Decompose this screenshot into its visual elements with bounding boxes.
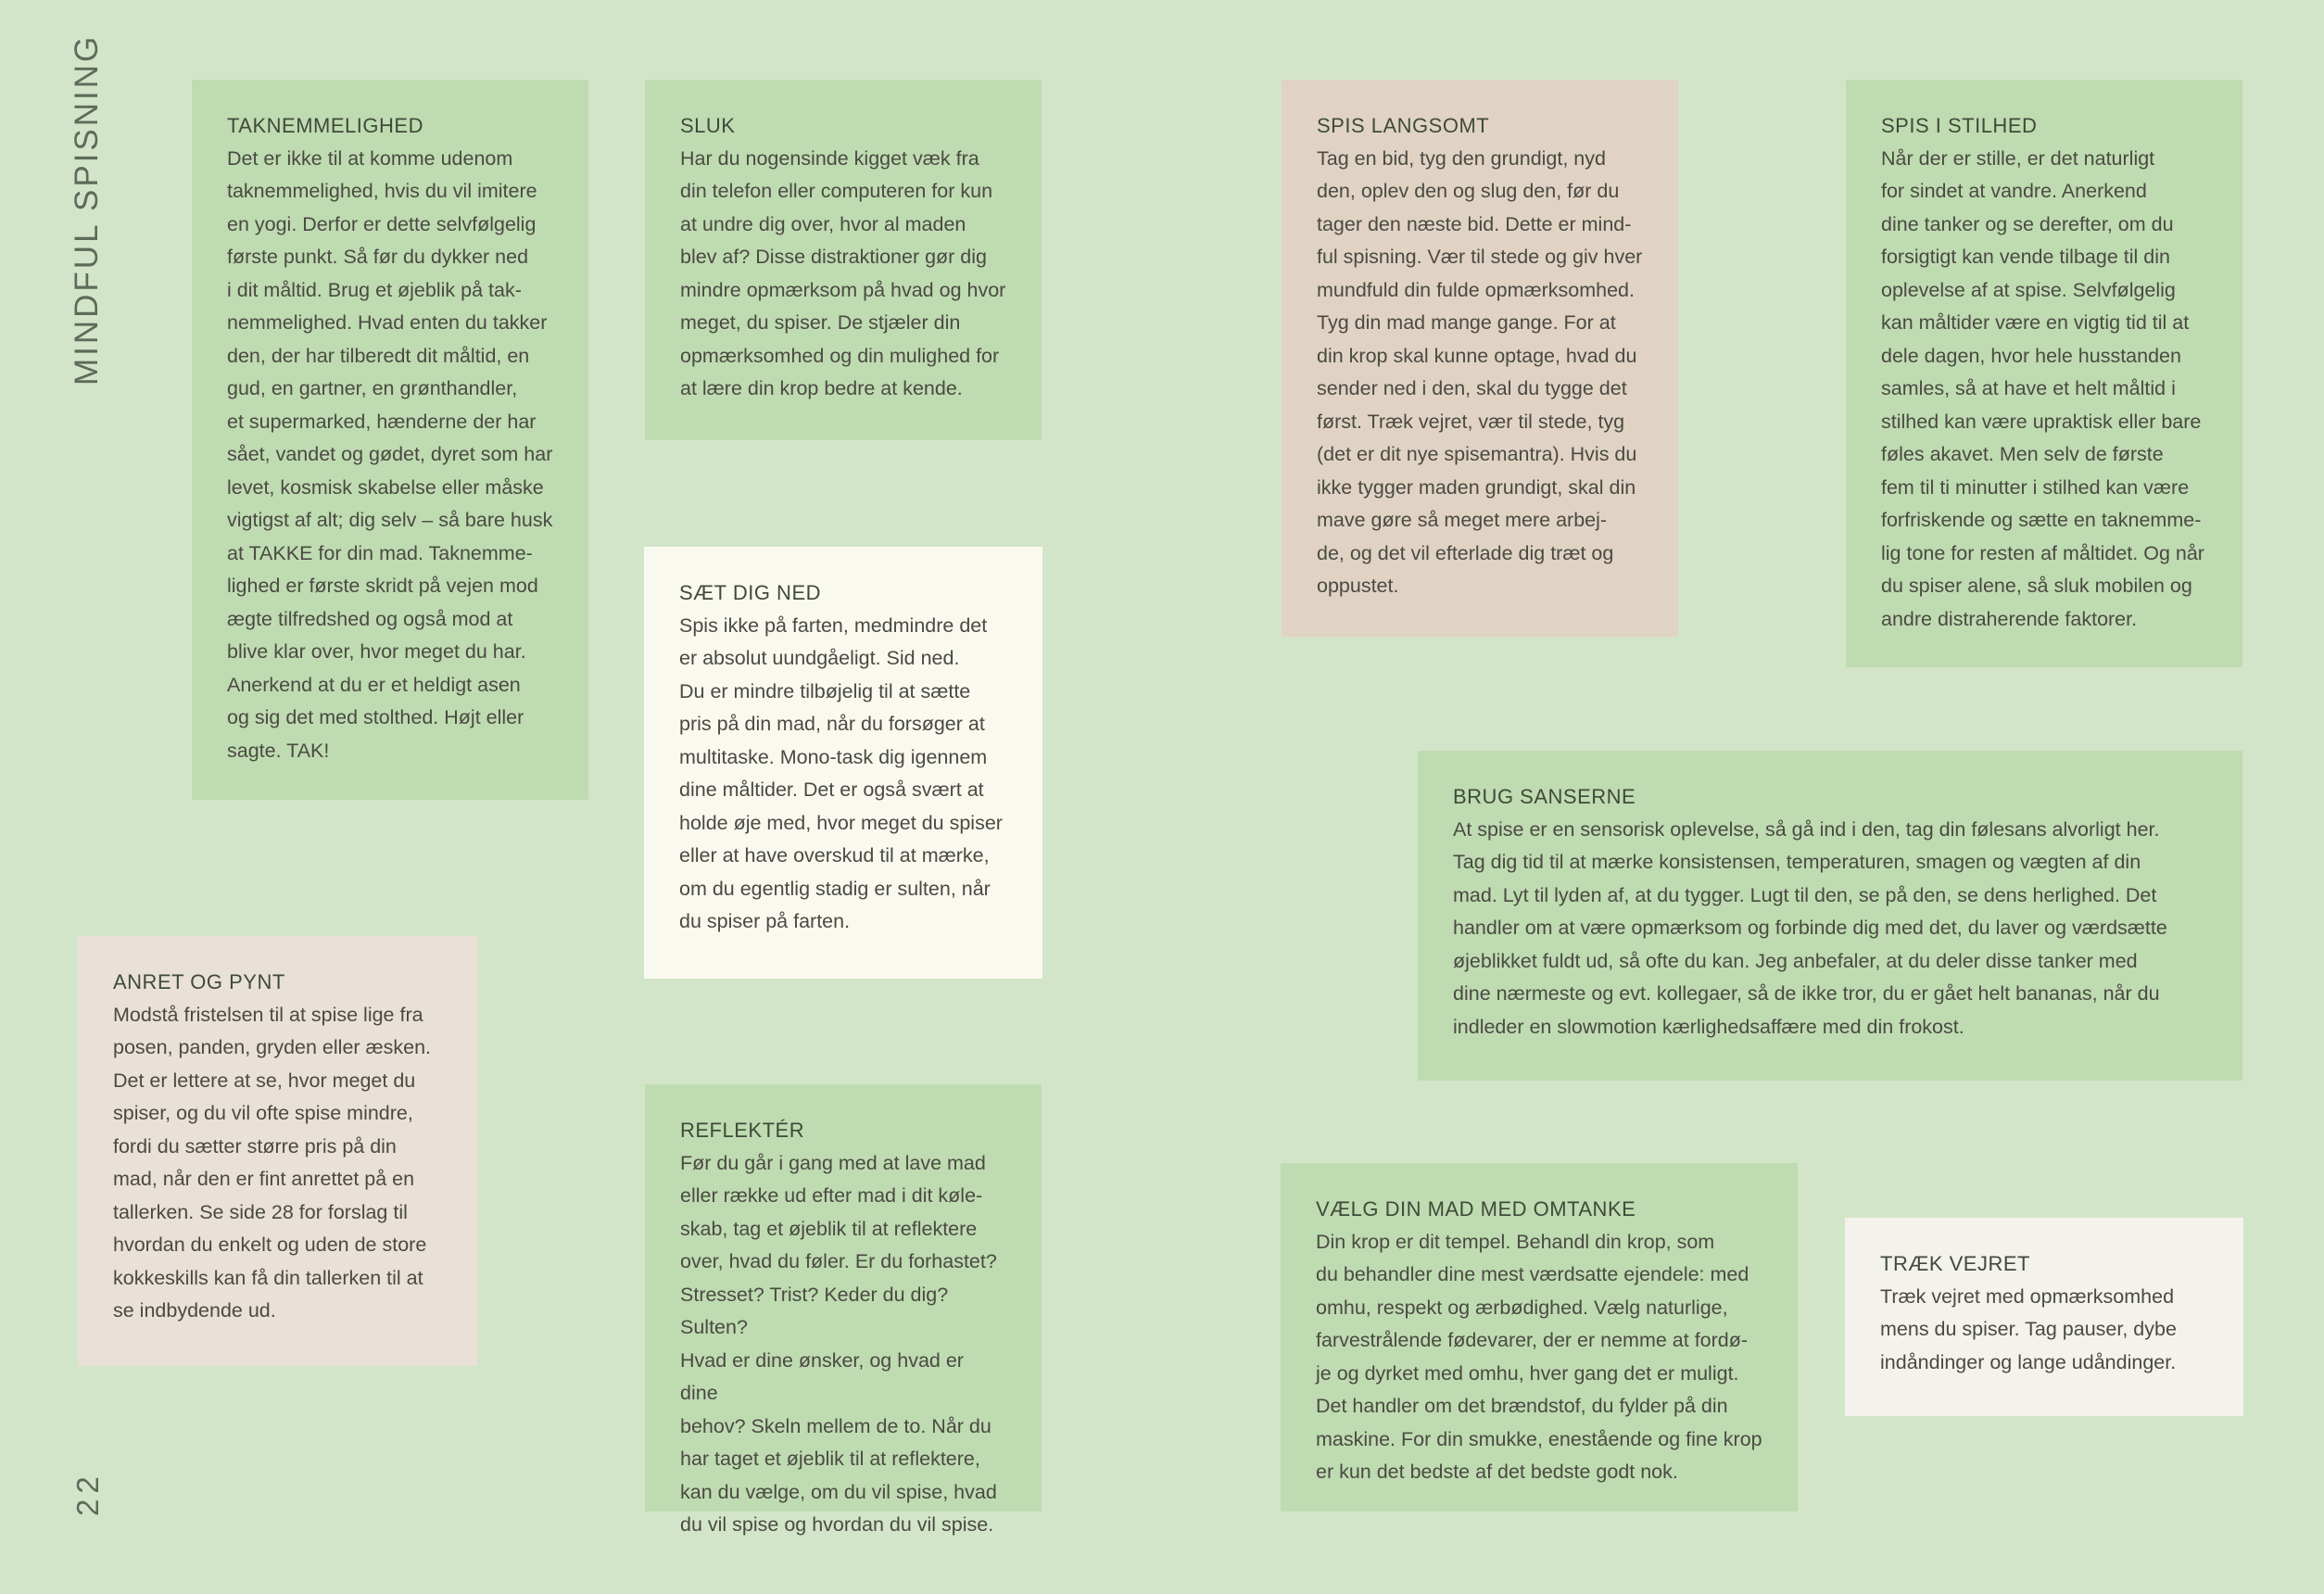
card-title: TRÆK VEJRET bbox=[1880, 1252, 2030, 1275]
card-body: At spise er en sensorisk oplevelse, så gå ind i den, tag din følesans alvorligt her. Tag dig tid til at mærke konsistensen, temperaturen, smagen og vægten af din mad. Lyt til lyden af, at du tygger. Lugt til den, se på den, se dens herlighed. Det handler om at være opmærksom og forbinde dig med det, du laver og værdsætte øjeblikket fuldt ud, så ofte du kan. Jeg anbefaler, at du deler disse tanker med dine nærmeste og evt. kollegaer, så de ikke tror, du er gået helt bananas, når du indleder en slowmotion kærlighedsaffære med din frokost. bbox=[1453, 817, 2167, 1038]
card-traek-vejret bbox=[1845, 1218, 2243, 1416]
card-body: Når der er stille, er det naturligt for sindet at vandre. Anerkend dine tanker og se derefter, om du forsigtigt kan vende tilbage til din oplevelse af at spise. Selvfølgelig kan måltider være en vigtig tid til at dele dagen, hvor hele husstanden samles, så at have et helt måltid i stilhed kan være upraktisk eller bare føles akavet. Men selv de første fem til ti minutter i stilhed kan være forfriskende og sætte en taknemme- lig tone for resten af måltidet. Og når du spiser alene, så sluk mobilen og andre distraherende faktorer. bbox=[1881, 146, 2204, 630]
card-body: Træk vejret med opmærksomhed mens du spiser. Tag pauser, dybe indåndinger og lange udåndinger. bbox=[1880, 1284, 2177, 1373]
card-vaelg-din-mad bbox=[1281, 1163, 1798, 1512]
card-title: SLUK bbox=[680, 114, 736, 137]
card-title: VÆLG DIN MAD MED OMTANKE bbox=[1316, 1197, 1636, 1221]
card-sluk bbox=[645, 80, 1042, 440]
card-anret-og-pynt bbox=[78, 936, 477, 1366]
card-title: BRUG SANSERNE bbox=[1453, 785, 1636, 808]
card-title: REFLEKTÉR bbox=[680, 1119, 805, 1142]
card-body: Det er ikke til at komme udenom taknemmelighed, hvis du vil imitere en yogi. Derfor er dette selvfølgelig første punkt. Så før du dykker ned i dit måltid. Brug et øjeblik på tak- nemmelighed. Hvad enten du takker den, der har tilberedt dit måltid, en gud, en gartner, en grønthandler, et supermarked, hænderne der har sået, vandet og gødet, dyret som har levet, kosmisk skabelse eller måske vigtigst af alt; dig selv – så bare husk at TAKKE for din mad. Taknemme- lighed er første skridt på vejen mod ægte tilfredshed og også mod at blive klar over, hvor meget du har. Anerkend at du er et heldigt asen og sig det med stolthed. Højt eller sagte. TAK! bbox=[227, 146, 553, 762]
card-body: Tag en bid, tyg den grundigt, nyd den, oplev den og slug den, før du tager den næste bid. Dette er mind- ful spisning. Vær til stede og giv hver mundfuld din fulde opmærksomhed. Tyg din mad mange gange. For at din krop skal kunne optage, hvad du sender ned i den, skal du tygge det først. Træk vejret, vær til stede, tyg (det er dit nye spisemantra). Hvis du ikke tygger maden grundigt, skal din mave gøre så meget mere arbej- de, og det vil efterlade dig træt og oppustet. bbox=[1317, 146, 1643, 597]
card-body: Din krop er dit tempel. Behandl din krop, som du behandler dine mest værdsatte ejendele: med omhu, respekt og ærbødighed. Vælg naturlige, farvestrålende fødevarer, der er nemme at fordø- je og dyrket med omhu, hver gang det er muligt. Det handler om det brændstof, du fylder på din maskine. For din smukke, enestående og fine krop er kun det bedste af det bedste godt nok. bbox=[1316, 1230, 1762, 1483]
card-spis-langsomt bbox=[1282, 80, 1678, 637]
card-body: Før du går i gang med at lave mad eller række ud efter mad i dit køle- skab, tag et øjeblik til at reflektere over, hvad du føler. Er du forhastet? Stresset? Trist? Keder du dig? Sulten? Hvad er dine ønsker, og hvad er dine behov? Skeln mellem de to. Når du har taget et øjeblik til at reflektere, kan du vælge, om du vil spise, hvad du vil spise og hvordan du vil spise. bbox=[680, 1151, 997, 1536]
card-brug-sanserne bbox=[1418, 751, 2242, 1081]
card-body: Har du nogensinde kigget væk fra din telefon eller computeren for kun at undre dig over, hvor al maden blev af? Disse distraktioner gør dig mindre opmærksom på hvad og hvor meget, du spiser. De stjæler din opmærksomhed og din mulighed for at lære din krop bedre at kende. bbox=[680, 146, 1006, 399]
card-title: ANRET OG PYNT bbox=[113, 970, 285, 993]
card-reflekter bbox=[645, 1084, 1042, 1536]
card-title: TAKNEMMELIGHED bbox=[227, 114, 423, 137]
card-title: SPIS LANGSOMT bbox=[1317, 114, 1490, 137]
page-number: 22 bbox=[70, 1471, 105, 1516]
card-title: SÆT DIG NED bbox=[679, 581, 822, 604]
card-spis-i-stilhed bbox=[1846, 80, 2242, 667]
section-title: MINDFUL SPISNING bbox=[69, 33, 105, 386]
card-body: Spis ikke på farten, medmindre det er absolut uundgåeligt. Sid ned. Du er mindre tilbøjelig til at sætte pris på din mad, når du forsøger at multitaske. Mono-task dig igennem dine måltider. Det er også svært at holde øje med, hvor meget du spiser eller at have overskud til at mærke, om du egentlig stadig er sulten, når du spiser på farten. bbox=[679, 614, 1003, 932]
card-saet-dig-ned bbox=[644, 547, 1042, 979]
card-taknemmelighed bbox=[192, 80, 588, 800]
card-title: SPIS I STILHED bbox=[1881, 114, 2038, 137]
card-body: Modstå fristelsen til at spise lige fra posen, panden, gryden eller æsken. Det er lettere at se, hvor meget du spiser, og du vil ofte spise mindre, fordi du sætter større pris på din mad, når den er fint anrettet på en tallerken. Se side 28 for forslag til hvordan du enkelt og uden de store kokkeskills kan få din tallerken til at se indbydende ud. bbox=[113, 1003, 432, 1322]
